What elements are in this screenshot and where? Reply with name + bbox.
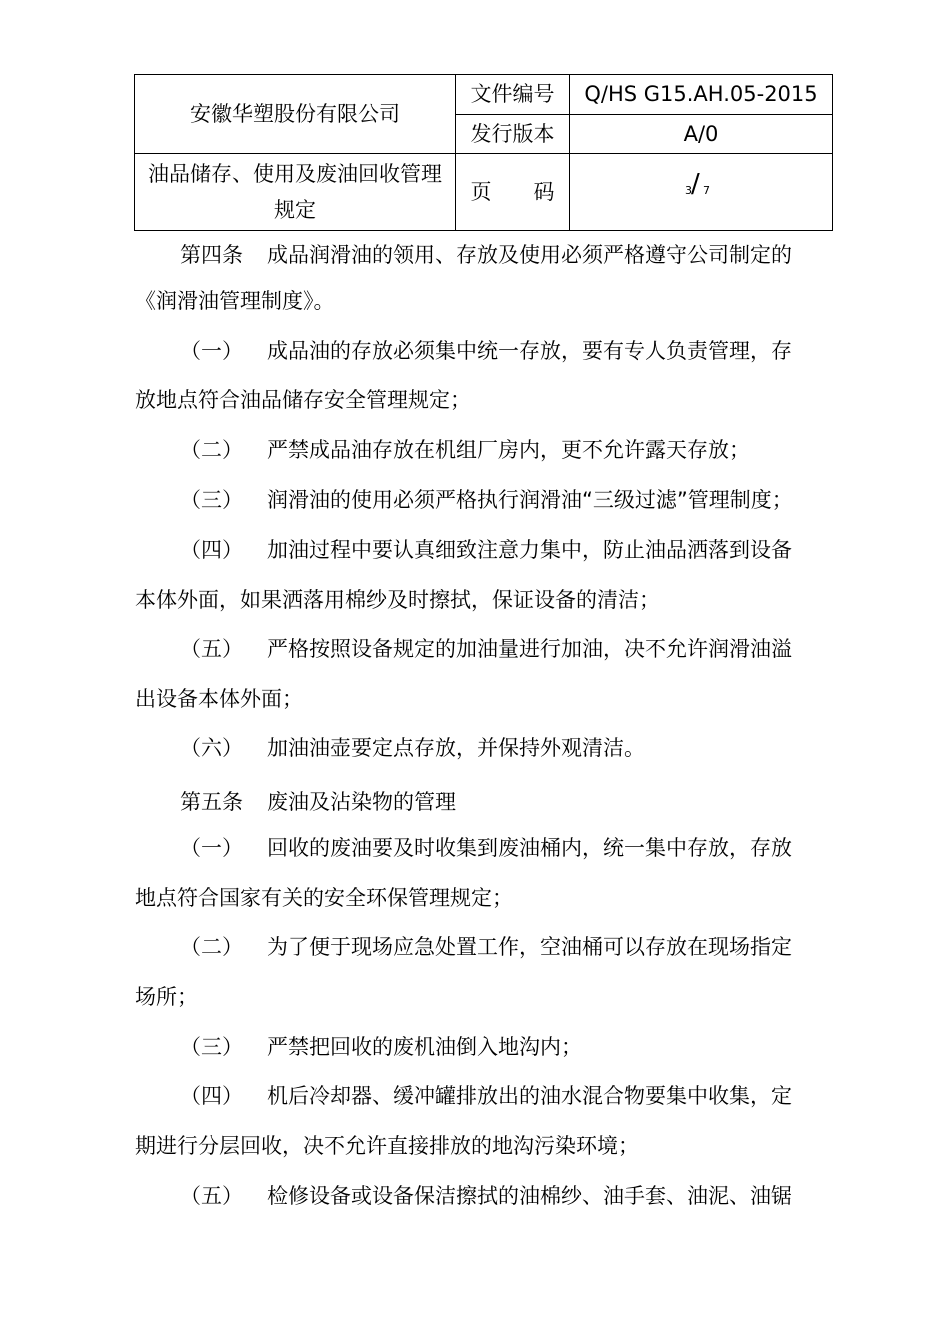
article-4-text-1: 成品润滑油的领用、存放及使用必须严格遵守公司制定的	[267, 243, 792, 267]
a4-item-5-line2: 出设备本体外面；	[135, 687, 303, 711]
document-header-table	[134, 74, 833, 231]
document-title	[135, 154, 456, 231]
a5-item-5-number: （五）	[180, 1184, 243, 1208]
a5-item-5-line1	[180, 1181, 792, 1211]
a4-item-6-line1	[180, 733, 645, 763]
a5-item-4-number: （四）	[180, 1084, 243, 1108]
a4-item-3-text-1: 润滑油的使用必须严格执行润滑油“三级过滤”管理制度；	[267, 488, 793, 512]
page-current: 3	[685, 183, 692, 197]
article-4-line2: 《润滑油管理制度》。	[135, 289, 335, 313]
a4-item-5-line1	[180, 634, 792, 664]
a4-item-4-line1	[180, 535, 792, 565]
a4-item-4-number: （四）	[180, 538, 243, 562]
a4-item-1-text-1: 成品油的存放必须集中统一存放，要有专人负责管理，存	[267, 339, 792, 363]
document-title-line2: 规定	[274, 198, 316, 222]
page-number	[570, 154, 833, 231]
article-5-label: 第五条	[180, 790, 243, 814]
a4-item-2-line1	[180, 435, 750, 465]
a5-item-1-number: （一）	[180, 836, 243, 860]
a4-item-6-number: （六）	[180, 736, 243, 760]
a4-item-3-number: （三）	[180, 488, 243, 512]
a4-item-4-line2: 本体外面，如果洒落用棉纱及时擦拭，保证设备的清洁；	[135, 588, 660, 612]
a4-item-3-line1	[180, 485, 793, 515]
a5-item-3-line1	[180, 1032, 582, 1062]
a4-item-6-text-1: 加油油壶要定点存放，并保持外观清洁。	[267, 736, 645, 760]
a5-item-2-line1	[180, 932, 792, 962]
a4-item-4-text-1: 加油过程中要认真细致注意力集中，防止油品洒落到设备	[267, 538, 792, 562]
a5-item-3-text-1: 严禁把回收的废机油倒入地沟内；	[267, 1035, 582, 1059]
a5-item-1-line2: 地点符合国家有关的安全环保管理规定；	[135, 886, 513, 910]
a5-item-3-number: （三）	[180, 1035, 243, 1059]
a4-item-5-number: （五）	[180, 637, 243, 661]
doc-number-value: Q/HS G15.AH.05-2015	[570, 75, 833, 115]
a4-item-1-number: （一）	[180, 339, 243, 363]
a4-item-2-text-1: 严禁成品油存放在机组厂房内，更不允许露天存放；	[267, 438, 750, 462]
version-value: A/0	[570, 114, 833, 154]
page-label: 页 码	[456, 154, 570, 231]
article-4-label: 第四条	[180, 243, 243, 267]
a5-item-2-line2: 场所；	[135, 985, 198, 1009]
a5-item-5-text-1: 检修设备或设备保洁擦拭的油棉纱、油手套、油泥、油锯	[267, 1184, 792, 1208]
company-name: 安徽华塑股份有限公司	[135, 75, 456, 154]
page-separator: /	[691, 168, 700, 199]
a5-item-4-line1	[180, 1081, 792, 1111]
document-title-line1: 油品储存、使用及废油回收管理	[148, 162, 442, 186]
article-4-line1	[180, 240, 792, 270]
a5-item-2-number: （二）	[180, 935, 243, 959]
article-5-line1	[180, 787, 456, 817]
a5-item-4-line2: 期进行分层回收，决不允许直接排放的地沟污染环境；	[135, 1134, 639, 1158]
a5-item-4-text-1: 机后冷却器、缓冲罐排放出的油水混合物要集中收集，定	[267, 1084, 792, 1108]
page-total: 7	[703, 183, 710, 197]
a5-item-1-text-1: 回收的废油要及时收集到废油桶内，统一集中存放，存放	[267, 836, 792, 860]
doc-number-label: 文件编号	[456, 75, 570, 115]
article-5-text-1: 废油及沾染物的管理	[267, 790, 456, 814]
a4-item-1-line2: 放地点符合油品储存安全管理规定；	[135, 388, 471, 412]
a5-item-1-line1	[180, 833, 792, 863]
version-label: 发行版本	[456, 114, 570, 154]
a4-item-2-number: （二）	[180, 438, 243, 462]
a4-item-5-text-1: 严格按照设备规定的加油量进行加油，决不允许润滑油溢	[267, 637, 792, 661]
a5-item-2-text-1: 为了便于现场应急处置工作，空油桶可以存放在现场指定	[267, 935, 792, 959]
a4-item-1-line1	[180, 336, 792, 366]
